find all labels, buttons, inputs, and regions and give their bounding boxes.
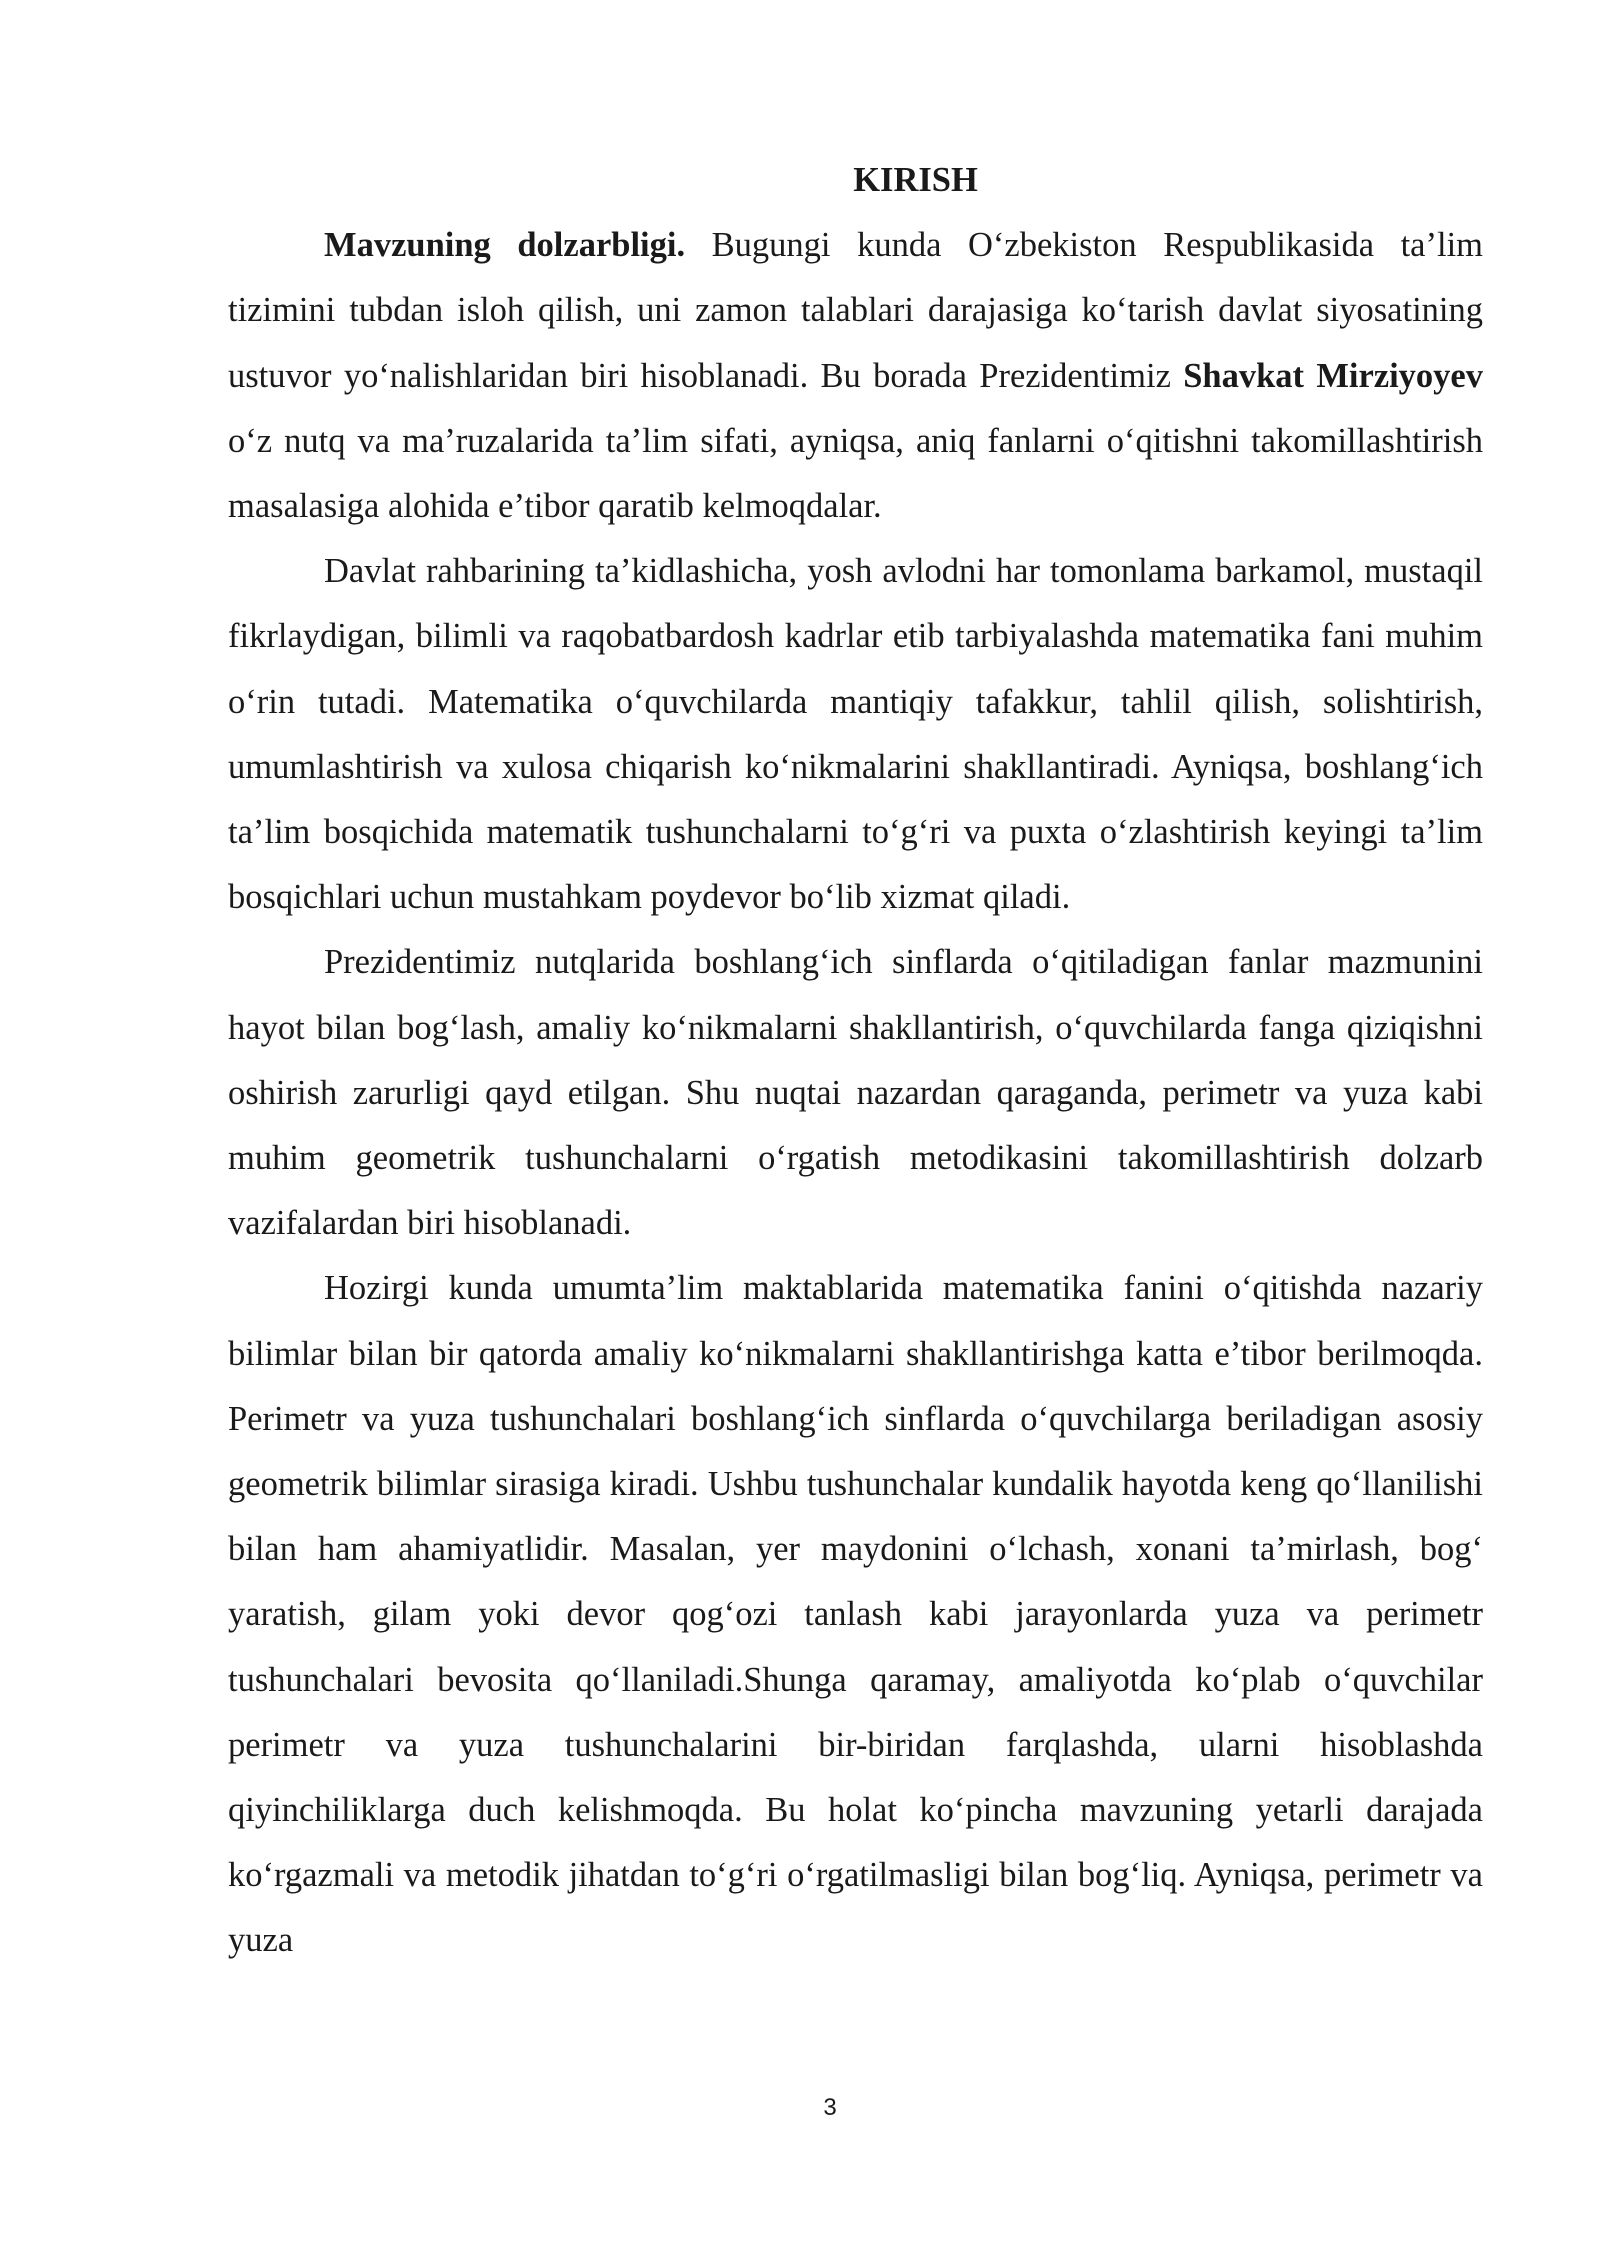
paragraph-text: Prezidentimiz nutqlarida boshlang‘ich sinflarda o‘qitiladigan fanlar mazmunini hayot bilan bog‘lash, amaliy ko‘nikmalarni shakllantirish, o‘quvchilarda fanga qiziqishni oshirish zarurligi qayd etilgan. Shu nuqtai nazardan qaraganda, perimetr va yuza kabi muhim geometrik tushunchalarni o‘rgatish metodikasini takomillashtirish dolzarb vazifalardan biri hisoblanadi. (228, 943, 1483, 1243)
paragraph-text: Davlat rahbarining ta’kidlashicha, yosh avlodni har tomonlama barkamol, mustaqil fikrlaydigan, bilimli va raqobatbardosh kadrlar etib tarbiyalashda matematika fani muhim o‘rin tutadi. Matematika o‘quvchilarda mantiqiy tafakkur, tahlil qilish, solishtirish, umumlashtirish va xulosa chiqarish ko‘nikmalarini shakllantiradi. Ayniqsa, boshlang‘ich ta’lim bosqichida matematik tushunchalarni to‘g‘ri va puxta o‘zlashtirish keyingi ta’lim bosqichlari uchun mustahkam poydevor bo‘lib xizmat qiladi. (228, 552, 1483, 917)
paragraph-text: o‘z nutq va ma’ruzalarida ta’lim sifati, ayniqsa, aniq fanlarni o‘qitishni takomillashtirish masalasiga alohida e’tibor qaratib kelmoqdalar. (228, 421, 1483, 526)
paragraph-relevance (228, 213, 1483, 539)
relevance-label: Mavzuning dolzarbligi. (324, 226, 686, 265)
section-heading: KIRISH (853, 161, 978, 199)
paragraph-current-state (228, 1256, 1483, 1973)
page-number: 3 (823, 2094, 837, 2121)
paragraph-text: Hozirgi kunda umumta’lim maktablarida matematika fanini o‘qitishda nazariy bilimlar bilan bir qatorda amaliy ko‘nikmalarni shakllantirishga katta e’tibor berilmoqda. Perimetr va yuza tushunchalari boshlang‘ich sinflarda o‘quvchilarga beriladigan asosiy geometrik bilimlar sirasiga kiradi. Ushbu tushunchalar kundalik hayotda keng qo‘llanilishi bilan ham ahamiyatlidir. Masalan, yer maydonini o‘lchash, xonani ta’mirlash, bog‘ yaratish, gilam yoki devor qog‘ozi tanlash kabi jarayonlarda yuza va perimetr tushunchalari bevosita qo‘llaniladi.Shunga qaramay, amaliyotda ko‘plab o‘quvchilar perimetr va yuza tushunchalarini bir-biridan farqlashda, ularni hisoblashda qiyinchiliklarga duch kelishmoqda. Bu holat ko‘pincha mavzuning yetarli darajada ko‘rgazmali va metodik jihatdan to‘g‘ri o‘rgatilmasligi bilan bog‘liq. Ayniqsa, perimetr va yuza (228, 1269, 1483, 1960)
paragraph-text: Bugungi kunda O‘zbekiston Respublikasida ta’lim tizimini tubdan isloh qilish, uni zamon talablari darajasiga ko‘tarish davlat siyosatining ustuvor yo‘nalishlaridan biri hisoblanadi. Bu borada Prezidentimiz (228, 226, 1483, 395)
paragraph-president-speeches (228, 930, 1483, 1256)
page-content (228, 148, 1483, 1974)
paragraph-mathematics-role (228, 539, 1483, 930)
president-name: Shavkat Mirziyoyev (1183, 356, 1483, 395)
